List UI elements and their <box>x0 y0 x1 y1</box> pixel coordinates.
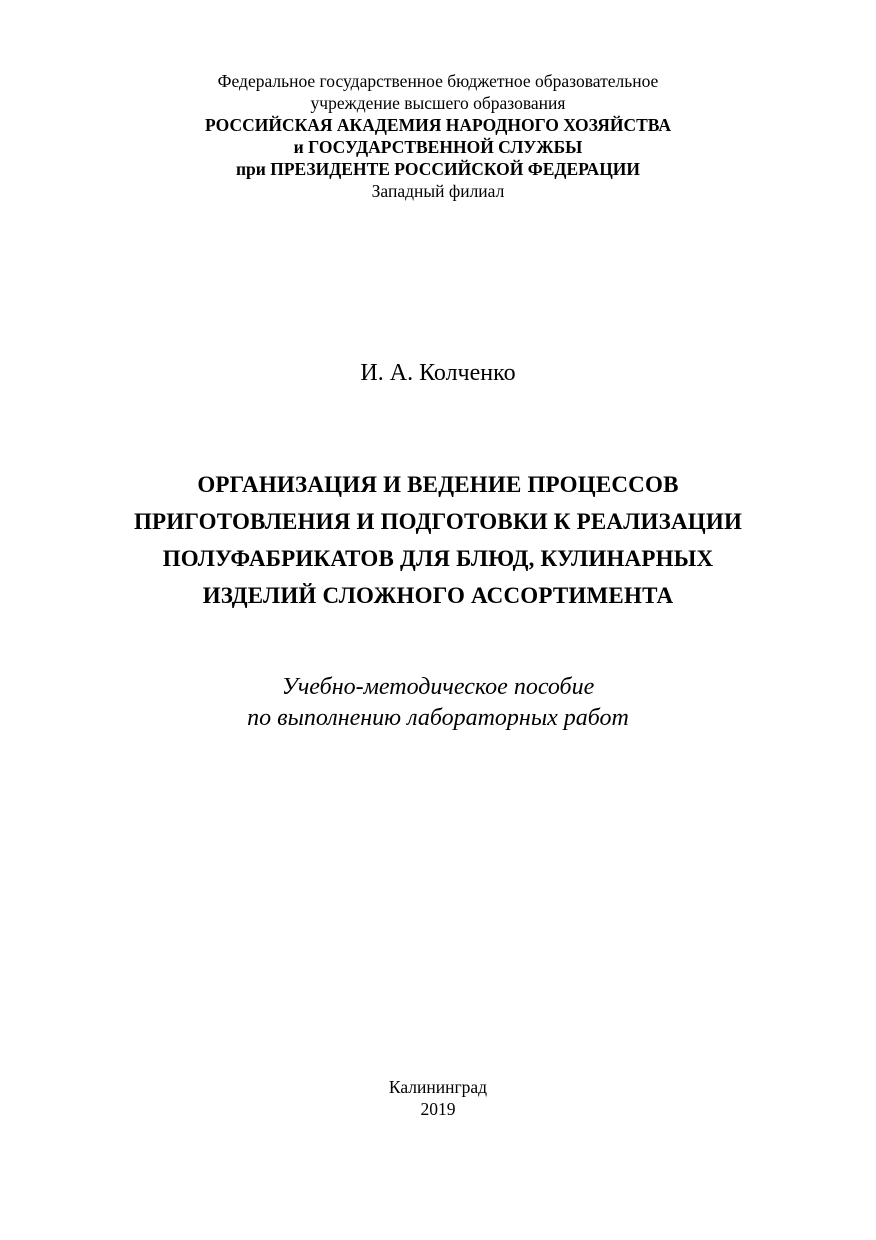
institution-header <box>0 70 876 202</box>
academy-name-line-2: и ГОСУДАРСТВЕННОЙ СЛУЖБЫ <box>293 137 583 157</box>
title-line-3: ПОЛУФАБРИКАТОВ ДЛЯ БЛЮД, КУЛИНАРНЫХ <box>162 546 714 571</box>
institution-line-1: Федеральное государственное бюджетное образовательное <box>217 71 659 91</box>
subtitle-line-2: по выполнению лабораторных работ <box>247 705 629 731</box>
imprint <box>0 1076 876 1120</box>
title-line-1: ОРГАНИЗАЦИЯ И ВЕДЕНИЕ ПРОЦЕССОВ <box>197 472 679 497</box>
title-line-4: ИЗДЕЛИЙ СЛОЖНОГО АССОРТИМЕНТА <box>202 583 674 608</box>
academy-name-line-3: при ПРЕЗИДЕНТЕ РОССИЙСКОЙ ФЕДЕРАЦИИ <box>235 159 641 179</box>
document-title <box>0 466 876 614</box>
institution-line-2: учреждение высшего образования <box>310 93 566 113</box>
imprint-city: Калининград <box>388 1077 488 1097</box>
academy-name-line-1: РОССИЙСКАЯ АКАДЕМИЯ НАРОДНОГО ХОЗЯЙСТВА <box>205 115 671 135</box>
branch-name: Западный филиал <box>371 181 505 201</box>
title-line-2: ПРИГОТОВЛЕНИЯ И ПОДГОТОВКИ К РЕАЛИЗАЦИИ <box>133 509 743 534</box>
subtitle-line-1: Учебно-методическое пособие <box>281 674 595 700</box>
author-name: И. А. Колченко <box>360 360 516 386</box>
imprint-year: 2019 <box>420 1099 456 1119</box>
document-subtitle <box>0 672 876 734</box>
